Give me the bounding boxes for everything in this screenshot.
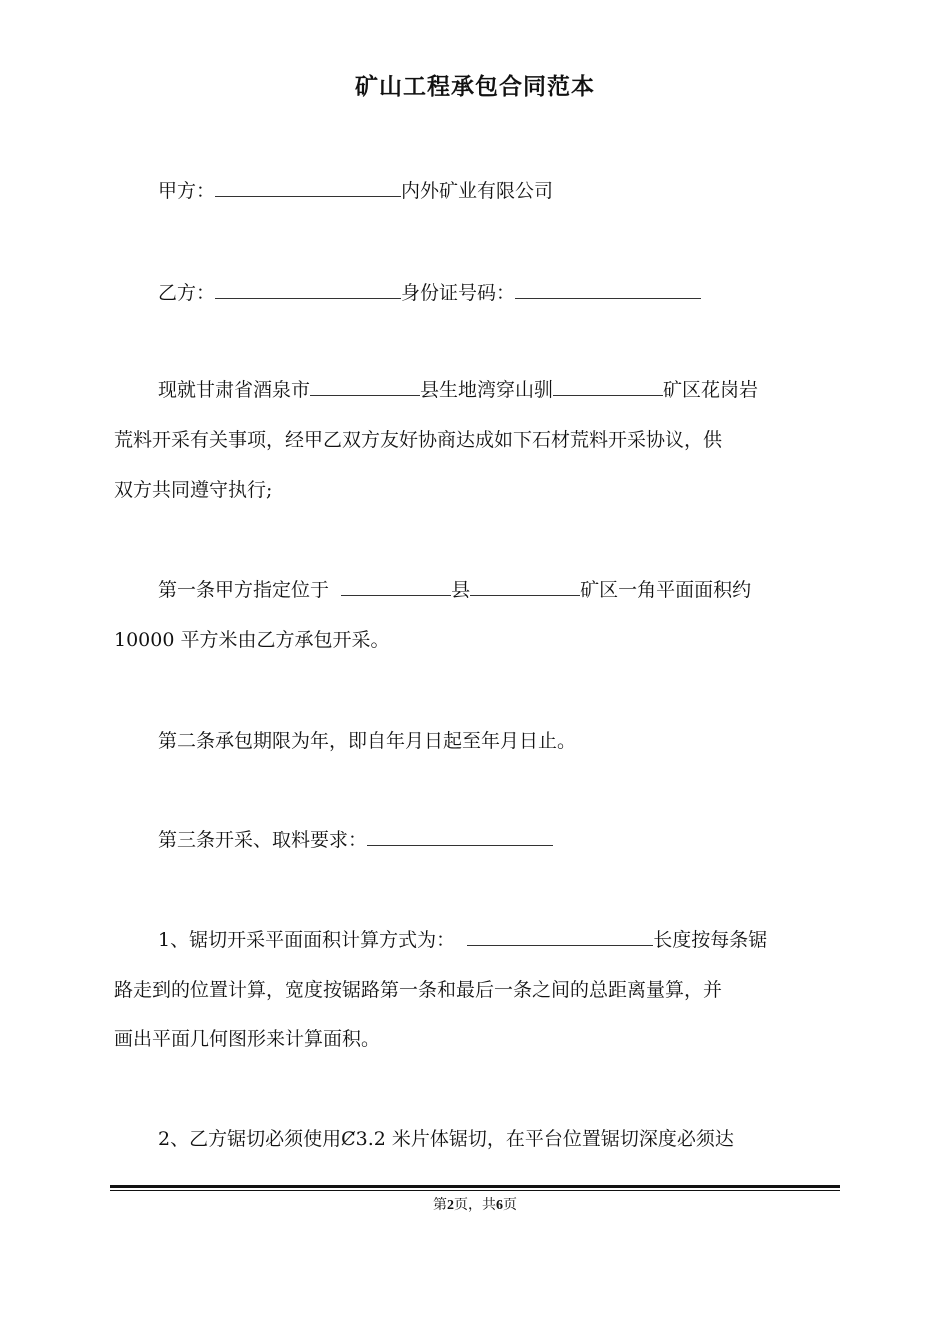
footer-suffix: 页 — [503, 1198, 517, 1213]
intro-line-1 — [158, 377, 848, 403]
intro-blank-2 — [553, 377, 663, 396]
article-3-text: 第三条开采、取料要求： — [158, 829, 368, 851]
party-a-blank — [215, 178, 401, 197]
article-1-line-2: 10000 平方米由乙方承包开采。 — [114, 629, 390, 651]
intro-blank-1 — [310, 377, 420, 396]
item-1-text-b: 长度按每条锯 — [653, 929, 768, 951]
intro-text-1c: 矿区花岗岩 — [663, 379, 759, 401]
article-3-line-1 — [158, 827, 848, 853]
article-1-text-b: 县 — [451, 579, 471, 601]
item-1-text-a: 1、锯切开采平面面积计算方式为： — [158, 929, 456, 951]
item-1-line-3: 画出平面几何图形来计算面积。 — [114, 1028, 381, 1050]
intro-text-1a: 现就甘肃省酒泉市 — [158, 379, 311, 401]
article-1-text-a: 第一条甲方指定位于 — [158, 579, 330, 601]
article-1-line-1 — [158, 577, 848, 603]
page-footer — [0, 1194, 950, 1214]
intro-line-3: 双方共同遵守执行; — [114, 479, 273, 501]
article-2-line-1: 第二条承包期限为年，即自年月日起至年月日止。 — [158, 730, 577, 752]
intro-text-1b: 县生地湾穿山驯 — [420, 379, 554, 401]
footer-divider-thick — [110, 1185, 840, 1188]
party-b-id-blank — [515, 280, 701, 299]
footer-divider-thin — [110, 1190, 840, 1191]
article-1-blank-1 — [341, 577, 451, 596]
footer-current-page: 2 — [447, 1198, 454, 1213]
item-1-blank — [467, 927, 653, 946]
party-b-name-blank — [215, 280, 401, 299]
footer-prefix: 第 — [433, 1198, 447, 1213]
party-b-id-label: 身份证号码： — [401, 282, 516, 304]
item-1-line-2: 路走到的位置计算，宽度按锯路第一条和最后一条之间的总距离量算，并 — [114, 979, 723, 1001]
item-2-line-1: 2、乙方锯切必须使用Ȼ3.2 米片体锯切，在平台位置锯切深度必须达 — [158, 1128, 734, 1150]
footer-total-pages: 6 — [496, 1198, 503, 1213]
footer-middle: 页，共 — [454, 1198, 496, 1213]
article-1-blank-2 — [470, 577, 580, 596]
party-b-label: 乙方： — [158, 282, 216, 304]
party-a-line — [158, 178, 848, 204]
item-1-line-1 — [158, 927, 848, 953]
article-1-text-c: 矿区一角平面面积约 — [580, 579, 752, 601]
party-a-label: 甲方： — [158, 180, 216, 202]
document-title: 矿山工程承包合同范本 — [355, 73, 595, 100]
party-b-line — [158, 280, 848, 306]
party-a-company: 内外矿业有限公司 — [401, 180, 554, 202]
article-3-blank — [367, 827, 553, 846]
intro-line-2: 荒料开采有关事项，经甲乙双方友好协商达成如下石材荒料开采协议，供 — [114, 429, 723, 451]
